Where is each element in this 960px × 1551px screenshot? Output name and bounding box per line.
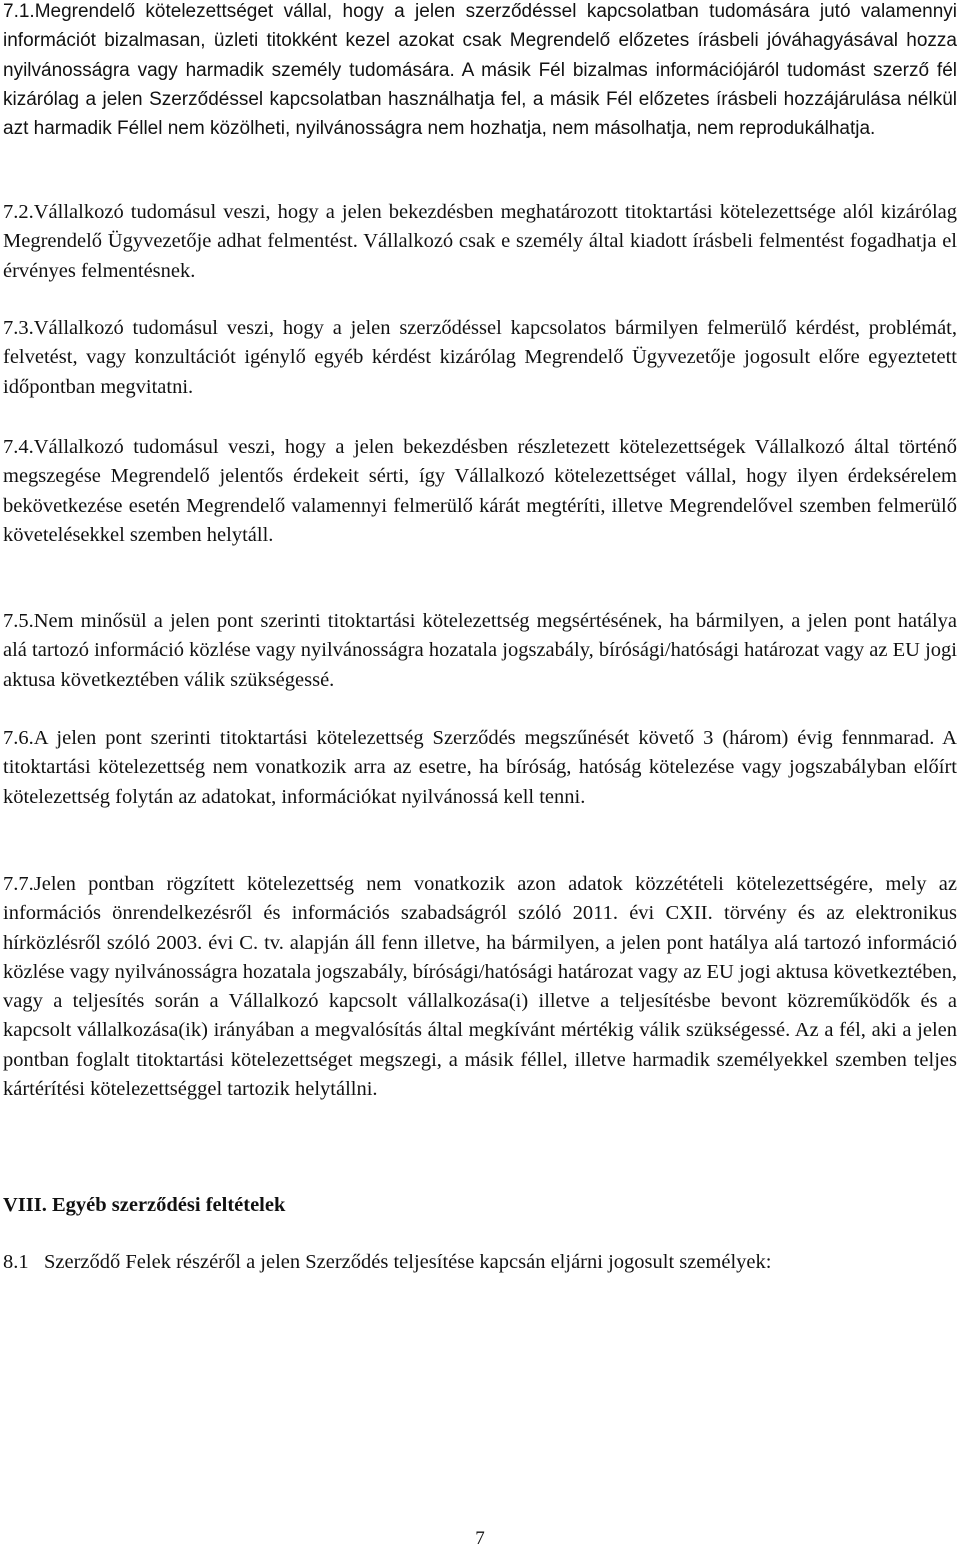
clause-7-2: 7.2.Vállalkozó tudomásul veszi, hogy a jelen bekezdésben meghatározott titoktartási kötelezettsége alól kizárólag Megrendelő Ügyvezetője adhat felmentést. Vállalkozó csak e személy által kiadott írásbeli felmentést fogadhatja el érvényes felmentésnek. (3, 201, 957, 282)
clause-8-1: 8.1 Szerződő Felek részéről a jelen Szerződés teljesítése kapcsán eljárni jogosult személyek: (3, 1251, 772, 1273)
clause-7-5: 7.5.Nem minősül a jelen pont szerinti titoktartási kötelezettség megsértésének, ha bármilyen, a jelen pont hatálya alá tartozó információ közlése vagy nyilvánosságra hozatala jogszabály, bírósági/hatósági határozat vagy az EU jogi aktusa következtében válik szükségessé. (3, 610, 957, 691)
clause-7-3: 7.3.Vállalkozó tudomásul veszi, hogy a jelen szerződéssel kapcsolatos bármilyen felmerülő kérdést, problémát, felvetést, vagy konzultációt igénylő egyéb kérdést kizárólag Megrendelő Ügyvezetője jogosult előre egyeztetett időpontban megvitatni. (3, 317, 957, 398)
page-number: 7 (475, 1528, 485, 1549)
clause-7-1: 7.1.Megrendelő kötelezettséget vállal, hogy a jelen szerződéssel kapcsolatban tudomására jutó valamennyi információt bizalmasan, üzleti titokként kezel azokat csak Megrendelő előzetes írásbeli jóváhagyásával hozza nyilvánosságra vagy harmadik személy tudomására. A másik Fél bizalmas információjáról tudomást szerző fél kizárólag a jelen Szerződéssel kapcsolatban használhatja fel, a másik Fél előzetes írásbeli hozzájárulása nélkül azt harmadik Féllel nem közölheti, nyilvánosságra nem hozhatja, nem másolhatja, nem reprodukálhatja. (3, 1, 957, 140)
clause-7-7: 7.7.Jelen pontban rögzített kötelezettség nem vonatkozik azon adatok közzétételi kötelezettségére, mely az információs önrendelkezésről és információs szabadságról szóló 2011. évi CXII. törvény és az elektronikus hírközlésről szóló 2003. évi C. tv. alapján áll fenn illetve, ha bármilyen, a jelen pont hatálya alá tartozó információ közlése vagy nyilvánosságra hozatala jogszabály, bírósági/hatósági határozat vagy az EU jogi aktusa következtében, vagy a teljesítés során a Vállalkozó kapcsolt vállalkozása(i) illetve a teljesítésbe bevont közreműködők és a kapcsolt vállalkozása(ik) irányában a megvalósítás által megkívánt mértékig válik szükségessé. Az a fél, aki a jelen pontban foglalt titoktartási kötelezettséget megszegi, a másik féllel, illetve harmadik személyekkel szemben teljes kártérítési kötelezettséggel tartozik helytállni. (3, 873, 957, 1101)
section-heading-viii: VIII. Egyéb szerződési feltételek (3, 1194, 286, 1216)
clause-7-4: 7.4.Vállalkozó tudomásul veszi, hogy a jelen bekezdésben részletezett kötelezettségek Vállalkozó által történő megszegése Megrendelő jelentős érdekeit sérti, így Vállalkozó kötelezettséget vállal, hogy ilyen érdeksérelem bekövetkezése esetén Megrendelő valamennyi felmerülő kárát megtéríti, illetve Megrendelővel szemben felmerülő követelésekkel szemben helytáll. (3, 436, 957, 546)
clause-7-6: 7.6.A jelen pont szerinti titoktartási kötelezettség Szerződés megszűnését követő 3 (három) évig fennmarad. A titoktartási kötelezettség nem vonatkozik arra az esetre, ha bíróság, hatóság kötelezése vagy jogszabályban előírt kötelezettség folytán az adatokat, információkat nyilvánossá kell tenni. (3, 727, 957, 808)
